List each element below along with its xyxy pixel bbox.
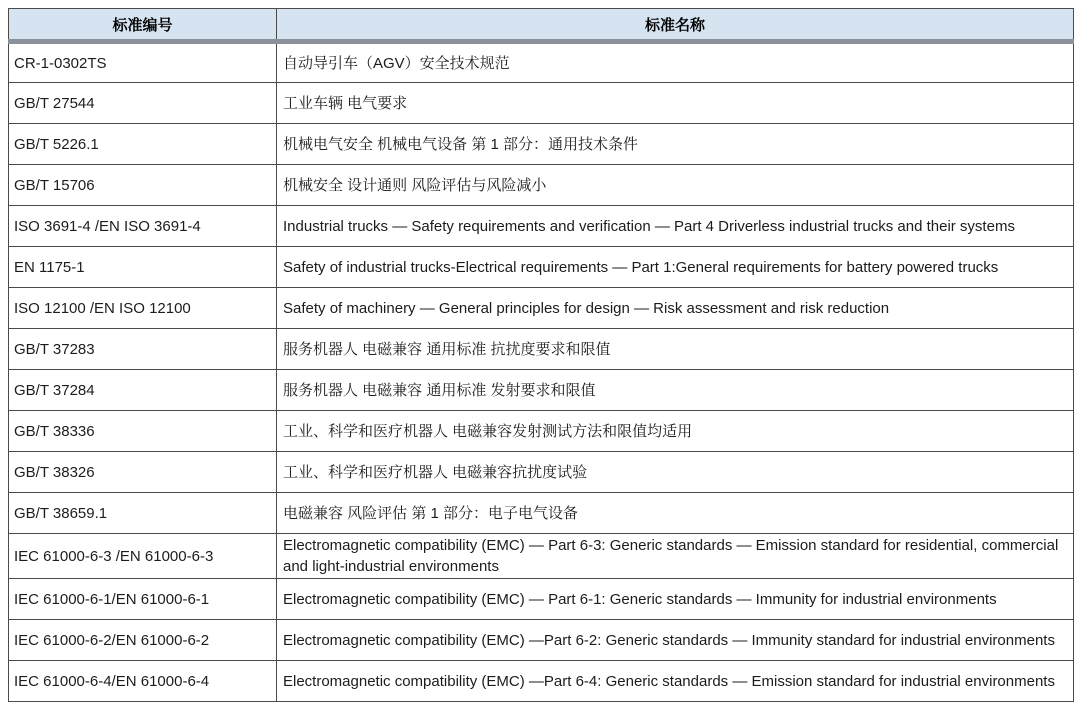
table-row [9, 42, 1074, 83]
column-header-standard-name: 标准名称 [277, 9, 1074, 42]
standard-name-cell: Electromagnetic compatibility (EMC) —Part 6-2: Generic standards — Immunity standard for industrial environments [277, 620, 1074, 661]
standard-code-cell: CR-1-0302TS [9, 42, 277, 83]
table-row [9, 288, 1074, 329]
table-row [9, 534, 1074, 579]
standard-code-cell: ISO 12100 /EN ISO 12100 [9, 288, 277, 329]
standard-name-cell: 电磁兼容 风险评估 第 1 部分：电子电气设备 [277, 493, 1074, 534]
standard-code-cell: IEC 61000-6-4/EN 61000-6-4 [9, 661, 277, 702]
standard-name-cell: Electromagnetic compatibility (EMC) — Part 6-1: Generic standards — Immunity for industrial environments [277, 579, 1074, 620]
table-body [9, 42, 1074, 702]
standard-code-cell: GB/T 37284 [9, 370, 277, 411]
table-row [9, 493, 1074, 534]
table-row [9, 452, 1074, 493]
table-row [9, 165, 1074, 206]
table-row [9, 620, 1074, 661]
standard-code-cell: GB/T 38336 [9, 411, 277, 452]
table-row [9, 370, 1074, 411]
standard-code-cell: GB/T 27544 [9, 83, 277, 124]
standard-code-cell: GB/T 5226.1 [9, 124, 277, 165]
standard-name-cell: Industrial trucks — Safety requirements and verification — Part 4 Driverless industrial trucks and their systems [277, 206, 1074, 247]
standard-code-cell: IEC 61000-6-3 /EN 61000-6-3 [9, 534, 277, 579]
standard-name-cell: 服务机器人 电磁兼容 通用标准 抗扰度要求和限值 [277, 329, 1074, 370]
table-header [9, 9, 1074, 42]
standard-code-cell: GB/T 38326 [9, 452, 277, 493]
standard-code-cell: GB/T 37283 [9, 329, 277, 370]
standard-code-cell: IEC 61000-6-1/EN 61000-6-1 [9, 579, 277, 620]
standard-name-cell: 工业、科学和医疗机器人 电磁兼容抗扰度试验 [277, 452, 1074, 493]
table-row [9, 329, 1074, 370]
table-row [9, 411, 1074, 452]
standard-name-cell: Safety of industrial trucks-Electrical requirements — Part 1:General requirements for battery powered trucks [277, 247, 1074, 288]
standard-name-cell: 工业、科学和医疗机器人 电磁兼容发射测试方法和限值均适用 [277, 411, 1074, 452]
table-row [9, 124, 1074, 165]
standard-name-cell: Electromagnetic compatibility (EMC) — Part 6-3: Generic standards — Emission standard for residential, commercial and light-industrial environments [277, 534, 1074, 579]
header-row [9, 9, 1074, 42]
standard-name-cell: 机械安全 设计通则 风险评估与风险减小 [277, 165, 1074, 206]
standard-code-cell: IEC 61000-6-2/EN 61000-6-2 [9, 620, 277, 661]
standard-code-cell: GB/T 38659.1 [9, 493, 277, 534]
standard-name-cell: Safety of machinery — General principles for design — Risk assessment and risk reduction [277, 288, 1074, 329]
table-row [9, 83, 1074, 124]
table-row [9, 579, 1074, 620]
table-row [9, 247, 1074, 288]
standard-code-cell: EN 1175-1 [9, 247, 277, 288]
standard-name-cell: 自动导引车（AGV）安全技术规范 [277, 42, 1074, 83]
table-row [9, 206, 1074, 247]
standard-name-cell: 服务机器人 电磁兼容 通用标准 发射要求和限值 [277, 370, 1074, 411]
standard-name-cell: 工业车辆 电气要求 [277, 83, 1074, 124]
standard-name-cell: Electromagnetic compatibility (EMC) —Part 6-4: Generic standards — Emission standard for industrial environments [277, 661, 1074, 702]
column-header-standard-code: 标准编号 [9, 9, 277, 42]
standard-code-cell: ISO 3691-4 /EN ISO 3691-4 [9, 206, 277, 247]
standard-name-cell: 机械电气安全 机械电气设备 第 1 部分：通用技术条件 [277, 124, 1074, 165]
table-row [9, 661, 1074, 702]
standard-code-cell: GB/T 15706 [9, 165, 277, 206]
standards-table [8, 8, 1074, 702]
